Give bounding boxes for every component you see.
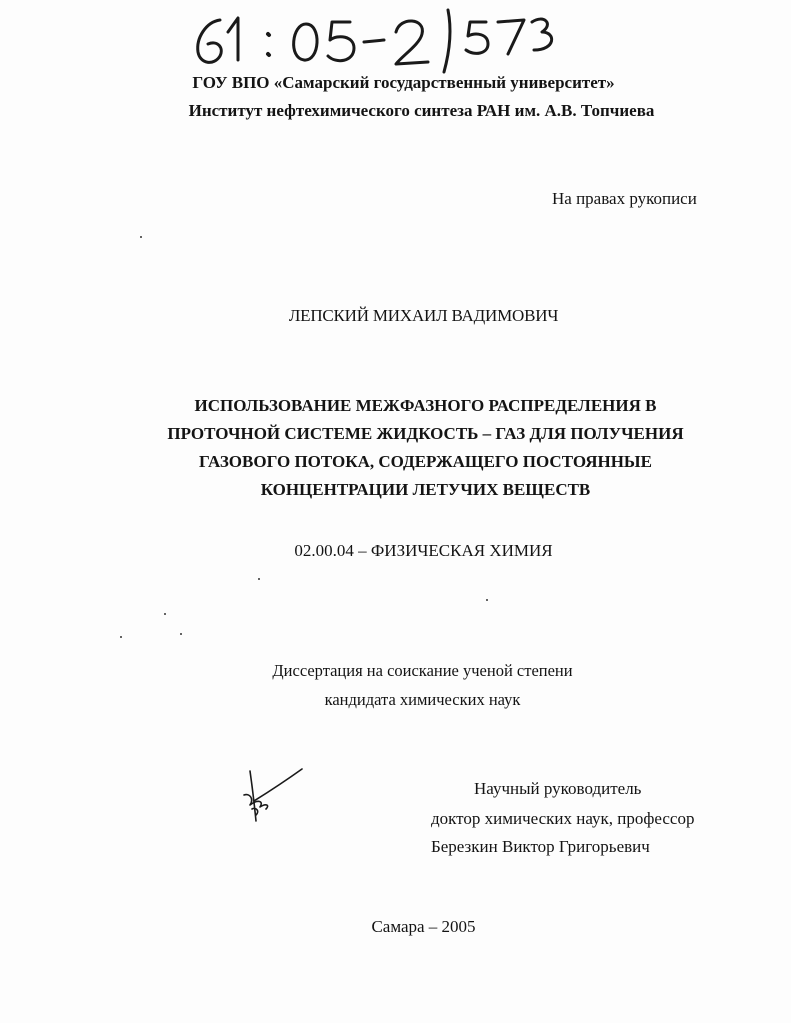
- dissertation-title: [30, 392, 791, 504]
- scan-speck: [140, 236, 142, 238]
- handwritten-archive-number: [188, 6, 578, 76]
- scan-speck: [180, 633, 182, 635]
- signature-drawing: [240, 765, 310, 825]
- scan-speck: [120, 636, 122, 638]
- title-line: КОНЦЕНТРАЦИИ ЛЕТУЧИХ ВЕЩЕСТВ: [260, 480, 591, 499]
- signature: [240, 765, 310, 825]
- city-year: Самара – 2005: [371, 917, 476, 936]
- dissertation-degree-line-2: кандидата химических наук: [324, 690, 521, 709]
- title-line: ГАЗОВОГО ПОТОКА, СОДЕРЖАЩЕГО ПОСТОЯННЫЕ: [199, 452, 652, 471]
- scan-speck: [486, 599, 488, 601]
- author-name: ЛЕПСКИЙ МИХАИЛ ВАДИМОВИЧ: [288, 306, 559, 325]
- supervisor-role: Научный руководитель: [474, 779, 642, 798]
- supervisor-name: Березкин Виктор Григорьевич: [431, 837, 650, 856]
- supervisor-degree: доктор химических наук, профессор: [431, 809, 695, 828]
- rights-note: На правах рукописи: [552, 189, 697, 208]
- organization-2: Институт нефтехимического синтеза РАН им. А.В. Топчиева: [188, 101, 655, 120]
- specialty: 02.00.04 – ФИЗИЧЕСКАЯ ХИМИЯ: [294, 541, 553, 560]
- archive-number-drawing: [188, 6, 578, 76]
- scan-speck: [258, 578, 260, 580]
- scan-speck: [164, 613, 166, 615]
- dissertation-degree-line-1: Диссертация на соискание ученой степени: [272, 661, 573, 680]
- title-line: ИСПОЛЬЗОВАНИЕ МЕЖФАЗНОГО РАСПРЕДЕЛЕНИЯ В: [194, 396, 657, 415]
- title-line: ПРОТОЧНОЙ СИСТЕМЕ ЖИДКОСТЬ – ГАЗ ДЛЯ ПОЛУЧЕНИЯ: [167, 424, 684, 443]
- organization-1: ГОУ ВПО «Самарский государственный университет»: [192, 73, 615, 92]
